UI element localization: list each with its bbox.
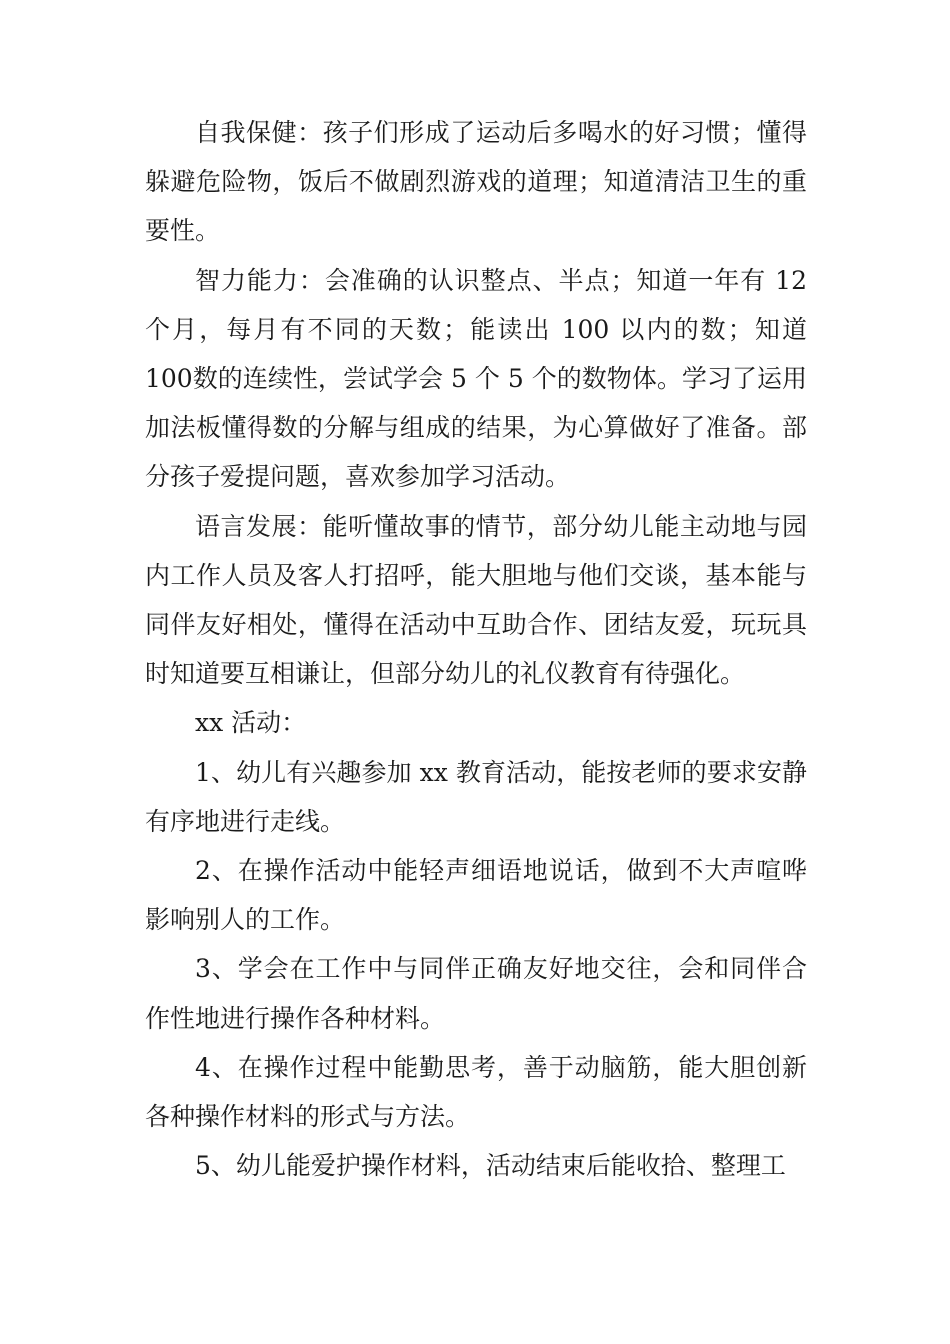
paragraph-item-1: 1、幼儿有兴趣参加 xx 教育活动，能按老师的要求安静有序地进行走线。 — [145, 757, 807, 836]
paragraph-activity-heading: xx 活动： — [195, 708, 307, 738]
paragraph-item-5: 5、幼儿能爱护操作材料，活动结束后能收拾、整理工 — [195, 1151, 786, 1181]
paragraph-intellectual-ability: 智力能力：会准确的认识整点、半点；知道一年有 12个月，每月有不同的天数；能读出 100 以内的数；知道 100数的连续性，尝试学会 5 个 5 个的数物体。学习了运用加法板懂得数的分解与组成的结果，为心算做好了准备。部分孩子爱提问题，喜欢参加学习活动。 — [145, 265, 807, 492]
paragraph-self-care: 自我保健：孩子们形成了运动后多喝水的好习惯；懂得躲避危险物，饭后不做剧烈游戏的道理；知道清洁卫生的重要性。 — [145, 118, 807, 246]
document-body — [145, 108, 807, 1190]
paragraph-item-4: 4、在操作过程中能勤思考，善于动脑筋，能大胆创新各种操作材料的形式与方法。 — [145, 1052, 807, 1132]
paragraph-item-2: 2、在操作活动中能轻声细语地说话，做到不大声喧哗影响别人的工作。 — [145, 856, 807, 935]
paragraph-item-3: 3、学会在工作中与同伴正确友好地交往，会和同伴合作性地进行操作各种材料。 — [145, 954, 807, 1033]
paragraph-language-development: 语言发展：能听懂故事的情节，部分幼儿能主动地与园内工作人员及客人打招呼，能大胆地与他们交谈，基本能与同伴友好相处，懂得在活动中互助合作、团结友爱，玩玩具时知道要互相谦让，但部分幼儿的礼仪教育有待强化。 — [145, 511, 807, 689]
